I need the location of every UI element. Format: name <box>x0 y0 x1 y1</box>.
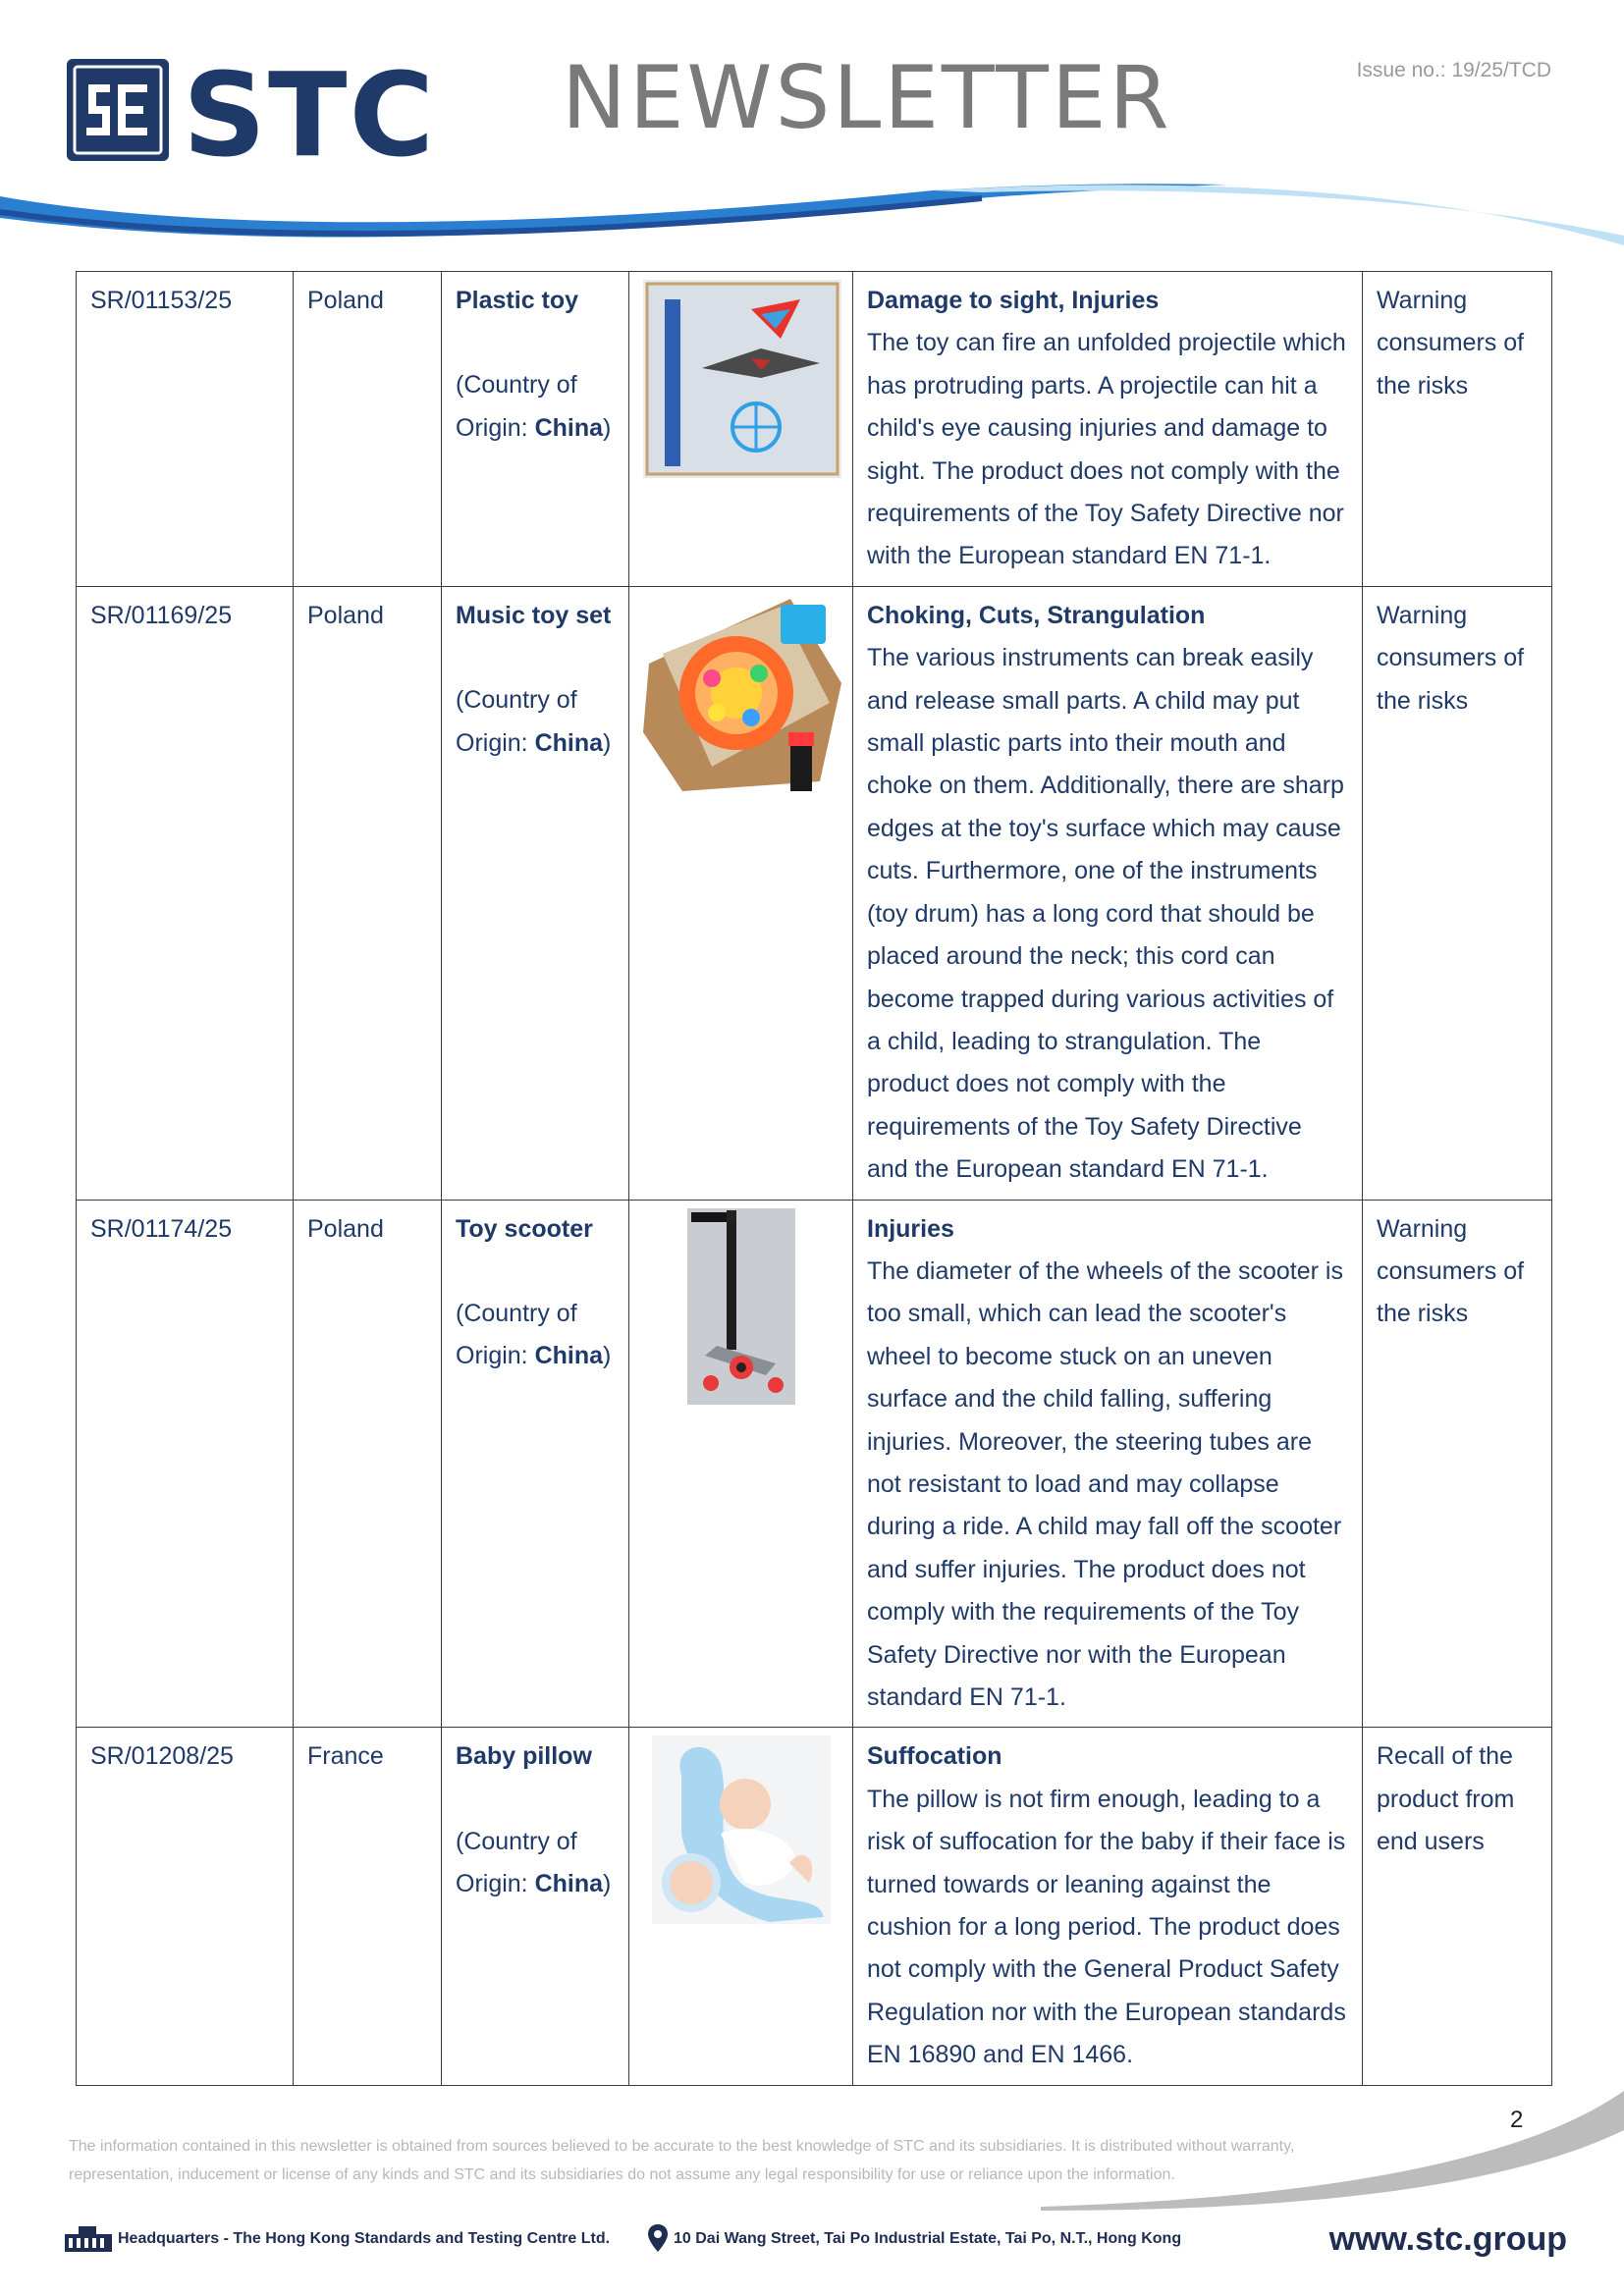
reference-cell: SR/01169/25 <box>77 586 294 1200</box>
product-name: Toy scooter <box>456 1214 593 1243</box>
table-row <box>77 586 1552 1200</box>
page-number: 2 <box>1510 2107 1524 2133</box>
reference-cell: SR/01208/25 <box>77 1728 294 2085</box>
country-of-origin: (Country of Origin: China) <box>456 371 612 442</box>
hazard-title: Damage to sight, Injuries <box>867 287 1160 314</box>
location-pin-icon <box>648 2224 668 2252</box>
hazard-title: Choking, Cuts, Strangulation <box>867 601 1206 629</box>
disclaimer-text: The information contained in this newsletter is obtained from sources believed to be accurate to the best knowledge of STC and its subsidiaries. It is distributed without warranty, representation, inducement or license of any kinds and STC and its subsidiaries do not assume any legal responsibility for use or reliance upon the information. <box>69 2138 1295 2183</box>
table-row <box>77 272 1552 587</box>
country-cell: Poland <box>294 1200 442 1728</box>
address-text: 10 Dai Wang Street, Tai Po Industrial Estate, Tai Po, N.T., Hong Kong <box>674 2230 1182 2247</box>
baby-pillow-photo <box>652 1735 831 1924</box>
product-cell <box>442 1728 629 2085</box>
image-cell <box>629 1200 853 1728</box>
reference-cell: SR/01153/25 <box>77 272 294 587</box>
table-row <box>77 1200 1552 1728</box>
product-name: Music toy set <box>456 601 612 629</box>
product-cell <box>442 586 629 1200</box>
country-cell: Poland <box>294 586 442 1200</box>
country-of-origin: (Country of Origin: China) <box>456 1827 612 1898</box>
hazard-title: Suffocation <box>867 1742 1002 1771</box>
recall-table <box>76 271 1552 2086</box>
hazard-cell <box>853 1728 1363 2085</box>
issue-number: Issue no.: 19/25/TCD <box>1356 59 1551 81</box>
hazard-description: The pillow is not firm enough, leading to a risk of suffocation for the baby if their face is turned towards or leaning against the cushion for a long period. The product does not comply with the General Product Safety Regulation nor with the European standards EN 16890 and EN 1466. <box>867 1785 1346 2069</box>
music-toy-set-photo <box>643 595 841 793</box>
measure-cell: Warning consumers of the risks <box>1363 272 1552 587</box>
country-cell: France <box>294 1728 442 2085</box>
image-cell <box>629 1728 853 2085</box>
hazard-description: The various instruments can break easily and release small parts. A child may put small plastic parts into their mouth and choke on them. Additionally, there are sharp edges at the toy's surface which may cause cuts. Furthermore, one of the instruments (toy drum) has a long cord that should be placed around the neck; this cord can become trapped during various activities of a child, leading to strangulation. The product does not comply with the requirements of the Toy Safety Directive and the European standard EN 71-1. <box>867 644 1344 1184</box>
country-of-origin: (Country of Origin: China) <box>456 1299 612 1370</box>
plastic-toy-photo <box>643 280 841 478</box>
product-name: Baby pillow <box>456 1742 592 1771</box>
reference-cell: SR/01174/25 <box>77 1200 294 1728</box>
footer-bar <box>65 2220 1567 2260</box>
hazard-title: Injuries <box>867 1214 954 1243</box>
headquarters-text: Headquarters - The Hong Kong Standards and Testing Centre Ltd. <box>118 2230 611 2247</box>
product-cell <box>442 1200 629 1728</box>
measure-cell: Recall of the product from end users <box>1363 1728 1552 2085</box>
hazard-description: The toy can fire an unfolded projectile which has protruding parts. A projectile can hit a child's eye causing injuries and damage to sight. The product does not comply with the requirements of the Toy Safety Directive nor with the European standard EN 71-1. <box>867 329 1346 570</box>
product-cell <box>442 272 629 587</box>
product-name: Plastic toy <box>456 287 579 314</box>
hazard-cell <box>853 586 1363 1200</box>
building-icon <box>65 2224 112 2252</box>
image-cell <box>629 272 853 587</box>
country-cell: Poland <box>294 272 442 587</box>
toy-scooter-photo <box>687 1208 795 1405</box>
website-link[interactable]: www.stc.group <box>1328 2220 1567 2258</box>
hazard-description: The diameter of the wheels of the scooter is too small, which can lead the scooter's wheel to become stuck on an uneven surface and the child falling, suffering injuries. Moreover, the steering tubes are not resistant to load and may collapse during a ride. A child may fall off the scooter and suffer injuries. The product does not comply with the requirements of the Toy Safety Directive nor with the European standard EN 71-1. <box>867 1256 1343 1711</box>
country-of-origin: (Country of Origin: China) <box>456 686 612 757</box>
hazard-cell <box>853 272 1363 587</box>
newsletter-title: NEWSLETTER <box>562 47 1172 148</box>
stc-logo <box>67 57 460 165</box>
svg-text:STC: STC <box>183 57 437 165</box>
measure-cell: Warning consumers of the risks <box>1363 586 1552 1200</box>
image-cell <box>629 586 853 1200</box>
table-row <box>77 1728 1552 2085</box>
hazard-cell <box>853 1200 1363 1728</box>
measure-cell: Warning consumers of the risks <box>1363 1200 1552 1728</box>
header-swoosh <box>0 177 1624 265</box>
